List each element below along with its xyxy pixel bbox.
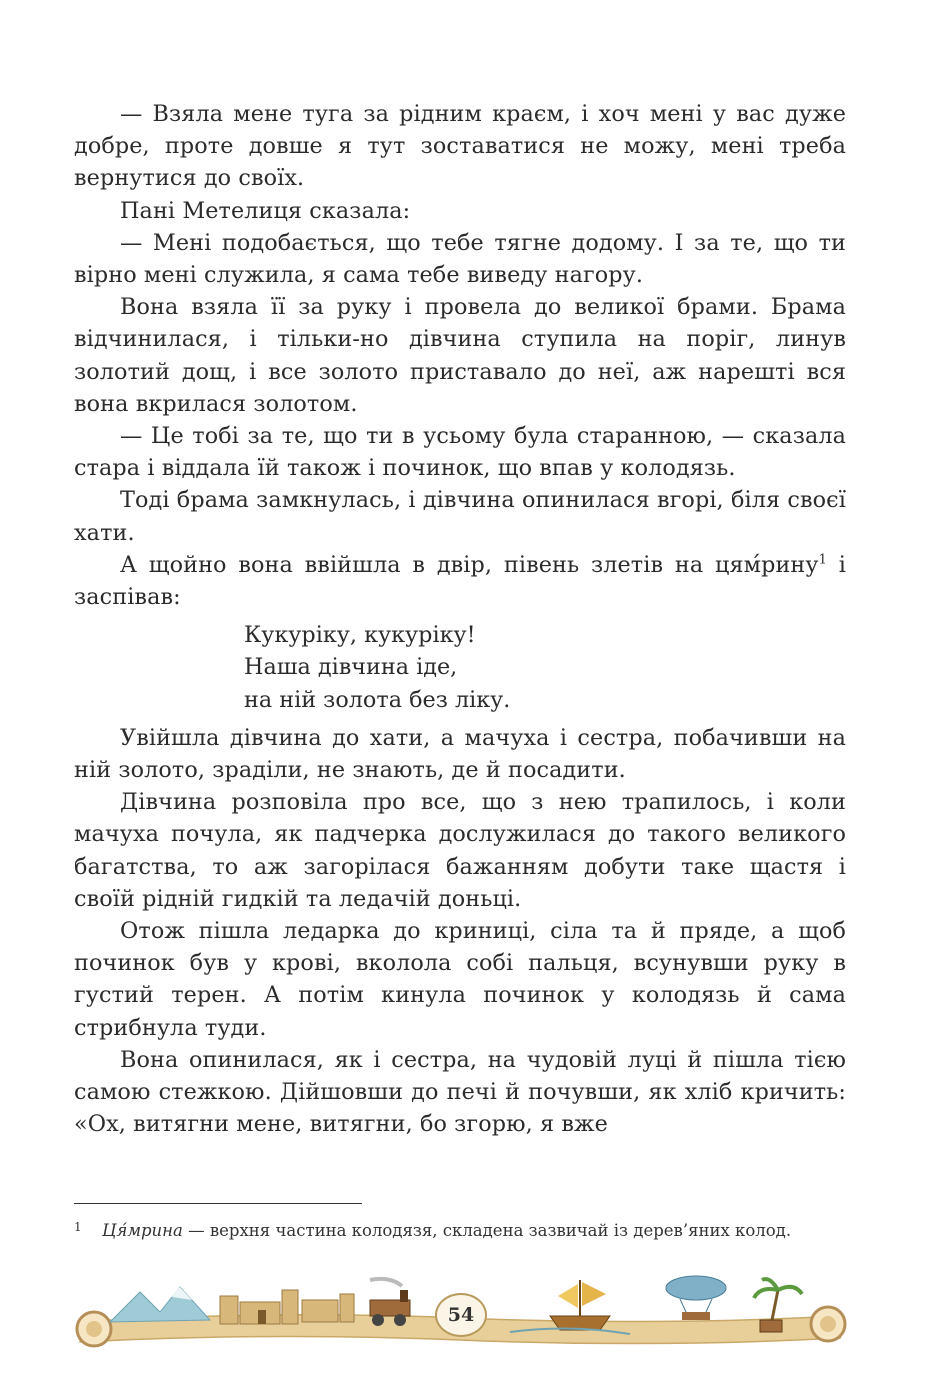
footnote-definition: — верхня частина колодязя, складена зазвичай із дерев’яних колод. <box>182 1221 792 1240</box>
stressed-letter: м ́ <box>744 552 761 578</box>
paragraph: Увійшла дівчина до хати, а мачуха і сестра, побачивши на ній золото, зраділи, не знають, де й посадити. <box>74 724 846 784</box>
footnote-text <box>74 1218 846 1244</box>
footnote-ref[interactable]: 1 <box>818 552 827 568</box>
footnote-term: Ця́мрина <box>102 1221 183 1240</box>
paragraph: Вона взяла її за руку і провела до великої брами. Брама відчинилася, і тільки-но дівчина ступила на поріг, линув золотий дощ, і все золото приставало до неї, аж нарешті вся вона вкрилася золотом. <box>74 294 846 417</box>
paragraph: — Мені подобається, що тебе тягне додому. І за те, що ти вірно мені служила, я сама тебе виведу нагору. <box>74 229 846 289</box>
paragraph: Дівчина розповіла про все, що з нею трапилось, і коли мачуха почула, як падчерка дослужилася до такого великого багатства, то аж загорілася бажанням добути таке щастя і своїй рідній гидкій та ледачій доньці. <box>74 789 846 912</box>
paragraph-rooster <box>74 549 846 613</box>
paragraph: — Це тобі за те, що ти в усьому була старанною, — сказала стара і віддала їй також і починок, що впав у колодязь. <box>74 423 846 482</box>
paragraph: Тоді брама замкнулась, і дівчина опинилася вгорі, біля своєї хати. <box>74 487 846 546</box>
paragraph: — Взяла мене туга за рідним краєм, і хоч мені у вас дуже добре, проте довше я тут зоставатися не можу, мені треба вернутися до своїх. <box>74 101 846 192</box>
poem-line: на ній золота без ліку. <box>244 686 511 713</box>
poem-line: Кукуріку, кукуріку! <box>244 622 476 649</box>
paragraph: Пані Метелиця сказала: <box>120 197 411 224</box>
poem <box>244 619 846 716</box>
text-segment: рину <box>761 551 819 578</box>
footnote <box>74 1218 846 1244</box>
page-number: 54 <box>435 1293 487 1337</box>
poem-line: Наша дівчина іде, <box>244 654 458 681</box>
text-segment: А щойно вона ввійшла в двір, півень злетів на ця <box>120 551 744 578</box>
paragraph: Отож пішла ледарка до криниці, сіла та й пряде, а щоб починок був у крові, вколола собі пальця, всунувши руку в густий терен. А потім кинула починок у колодязь й сама стрибнула туди. <box>74 918 846 1041</box>
footnote-divider <box>74 1203 362 1204</box>
footnote-mark: 1 <box>74 1220 82 1234</box>
page-body <box>74 98 846 1141</box>
paragraph: Вона опинилася, як і сестра, на чудовій луці й пішла тією самою стежкою. Дійшовши до печі й почувши, як хліб кричить: «Ох, витягни мене, витягни, бо згорю, я вже <box>74 1046 846 1138</box>
text-segment: і заспівав: <box>74 551 846 611</box>
